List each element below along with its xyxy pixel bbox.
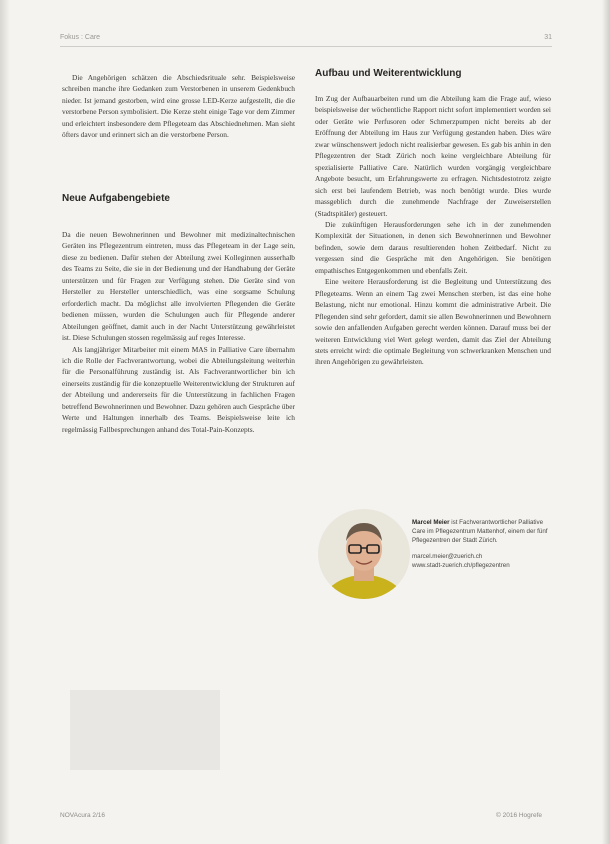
author-name: Marcel Meier: [412, 519, 450, 526]
right-column-body: [315, 93, 551, 368]
author-email[interactable]: marcel.meier@zuerich.ch: [412, 552, 483, 560]
paragraph: Im Zug der Aufbauarbeiten rund um die Abteilung kam die Frage auf, wieso beispielsweise der wöchentliche Rapport nicht sofort implementiert worden sei oder Geräte wie Perfusoren oder Schmerzpumpen nicht bereits ab der Eröffnung der Abteilung im Haus zur Verfügung gestanden haben. Dies wäre zwar wünschenswert jedoch nicht realisierbar gewesen. Es gab bis anhin in den Pflegezentren der Stadt Zürich noch keine vergleichbare Abteilung für spezialisierte Palliative Care. Natürlich wurden vorgängig vergleichbare Angebote besucht, um Erfahrungswerte zu erfragen. Nichtsdestotrotz zeigte sich erst bei laufendem Betrieb, was noch benötigt wurde. Dies wurde massgeblich durch die zunehmende Nachfrage der Zuweiserstellen (Stadtspitäler) gesteuert.: [315, 94, 551, 218]
heading-neue-aufgabengebiete: Neue Aufgabengebiete: [62, 193, 170, 204]
paragraph: Als langjähriger Mitarbeiter mit einem MAS in Palliative Care übernahm ich die Rolle der Fachverantwortung, wobei die Abteilungsleitung weiterhin für die Personalführung zuständig ist. Als Fachverantwortlicher bin ich einerseits zuständig für die konzeptuelle Weiterentwicklung der Strukturen auf der Abteilung und andererseits für die Unterstützung in fachlichen Fragen betreffend Bewohnerinnen und Bewohner. Dazu gehören auch Gespräche über Werte und Haltungen innerhalb des Teams. Beispielsweise leite ich regelmässig Fallbesprechungen anhand des Total-Pain-Konzepts.: [62, 344, 295, 434]
paragraph: Die zukünftigen Herausforderungen sehe ich in der zunehmenden Komplexität der Situationen, in denen sich Bewohnerinnen und Bewohner befinden, sowie dem daraus resultierenden hohen Zeitbedarf. Nicht zu vergessen sind die Gespräche mit den Angehörigen. Sie benötigen empathisches Entgegenkommen und ebenfalls Zeit.: [315, 219, 551, 275]
intro-paragraph: Die Angehörigen schätzen die Abschiedsrituale sehr. Beispielsweise schreiben manche ihre Gedanken zum Verstorbenen in unserem Gedenkbuch nieder. Ist jemand gestorben, wird eine grosse LED-Kerze aufgestellt, die die verstorbene Person symbolisiert. Die Kerze steht einige Tage vor dem Zimmer und erleichtert insbesondere dem Pflegeteam das Abschiednehmen. Man sieht öfters davor und erinnert sich an die verstorbene Person.: [62, 73, 295, 140]
paragraph: Eine weitere Herausforderung ist die Begleitung und Unterstützung des Pflegeteams. Wenn an einem Tag zwei Menschen sterben, ist das eine hohe Belastung, nicht nur emotional. Hinzu kommt die administrative Arbeit. Die Pflegenden sind sehr gefordert, damit sie allen Bewohnerinnen und Bewohnern sowie den anfallenden Aufgaben gerecht werden können. Darauf muss bei der weiteren Entwicklung viel Wert gelegt werden, damit das Ziel der Abteilung stets erreicht wird: die optimale Begleitung von schwerkranken Menschen und ihren Angehörigen zu gewährleisten.: [315, 277, 551, 367]
author-bio: [412, 518, 557, 570]
author-contact: [412, 552, 557, 570]
footer-journal: NOVAcura 2/16: [60, 812, 106, 819]
left-column-intro: [62, 72, 295, 141]
bleed-through-shadow: [70, 690, 220, 770]
left-column-body: [62, 229, 295, 435]
author-website[interactable]: www.stadt-zuerich.ch/pflegezentren: [412, 561, 510, 569]
footer-copyright: © 2016 Hogrefe: [496, 812, 542, 819]
heading-aufbau-weiterentwicklung: Aufbau und Weiterentwicklung: [315, 68, 462, 79]
page-number: 31: [544, 34, 552, 41]
running-head: [60, 34, 552, 47]
author-bio-text: [412, 518, 557, 546]
page-edge-right: [602, 0, 610, 844]
paragraph: Da die neuen Bewohnerinnen und Bewohner mit medizinaltechnischen Geräten ins Pflegezentrum eintreten, muss das Pflegeteam in der Lage sein, diese zu bedienen. Dafür stehen der Abteilung zwei Kolleginnen ausserhalb des Teams zu Seite, die sie in der Bedienung und der Handhabung der Geräte unterstützen und für Fragen zur Verfügung stehen. Die Geräte sind von Hersteller zu Hersteller unterschiedlich, was eine sorgsame Schulung erforderlich macht. Da möglichst alle involvierten Pflegenden die Geräte bedienen müssen, wurden die Schulungen auch für Pflegende anderer Abteilungen geöffnet, damit auch in der Nacht Unterstützung gewährleistet ist. Diese Schulungen stossen regelmässig auf reges Interesse.: [62, 230, 295, 343]
running-head-section: Fokus : Care: [60, 34, 101, 41]
author-portrait-image: [318, 509, 410, 599]
author-description: ist Fachverantwortlicher Palliative Care im Pflegezentrum Mattenhof, einem der fünf Pflegezentren der Stadt Zürich.: [412, 519, 548, 545]
author-photo: [318, 509, 410, 599]
page-edge-left: [0, 0, 10, 844]
